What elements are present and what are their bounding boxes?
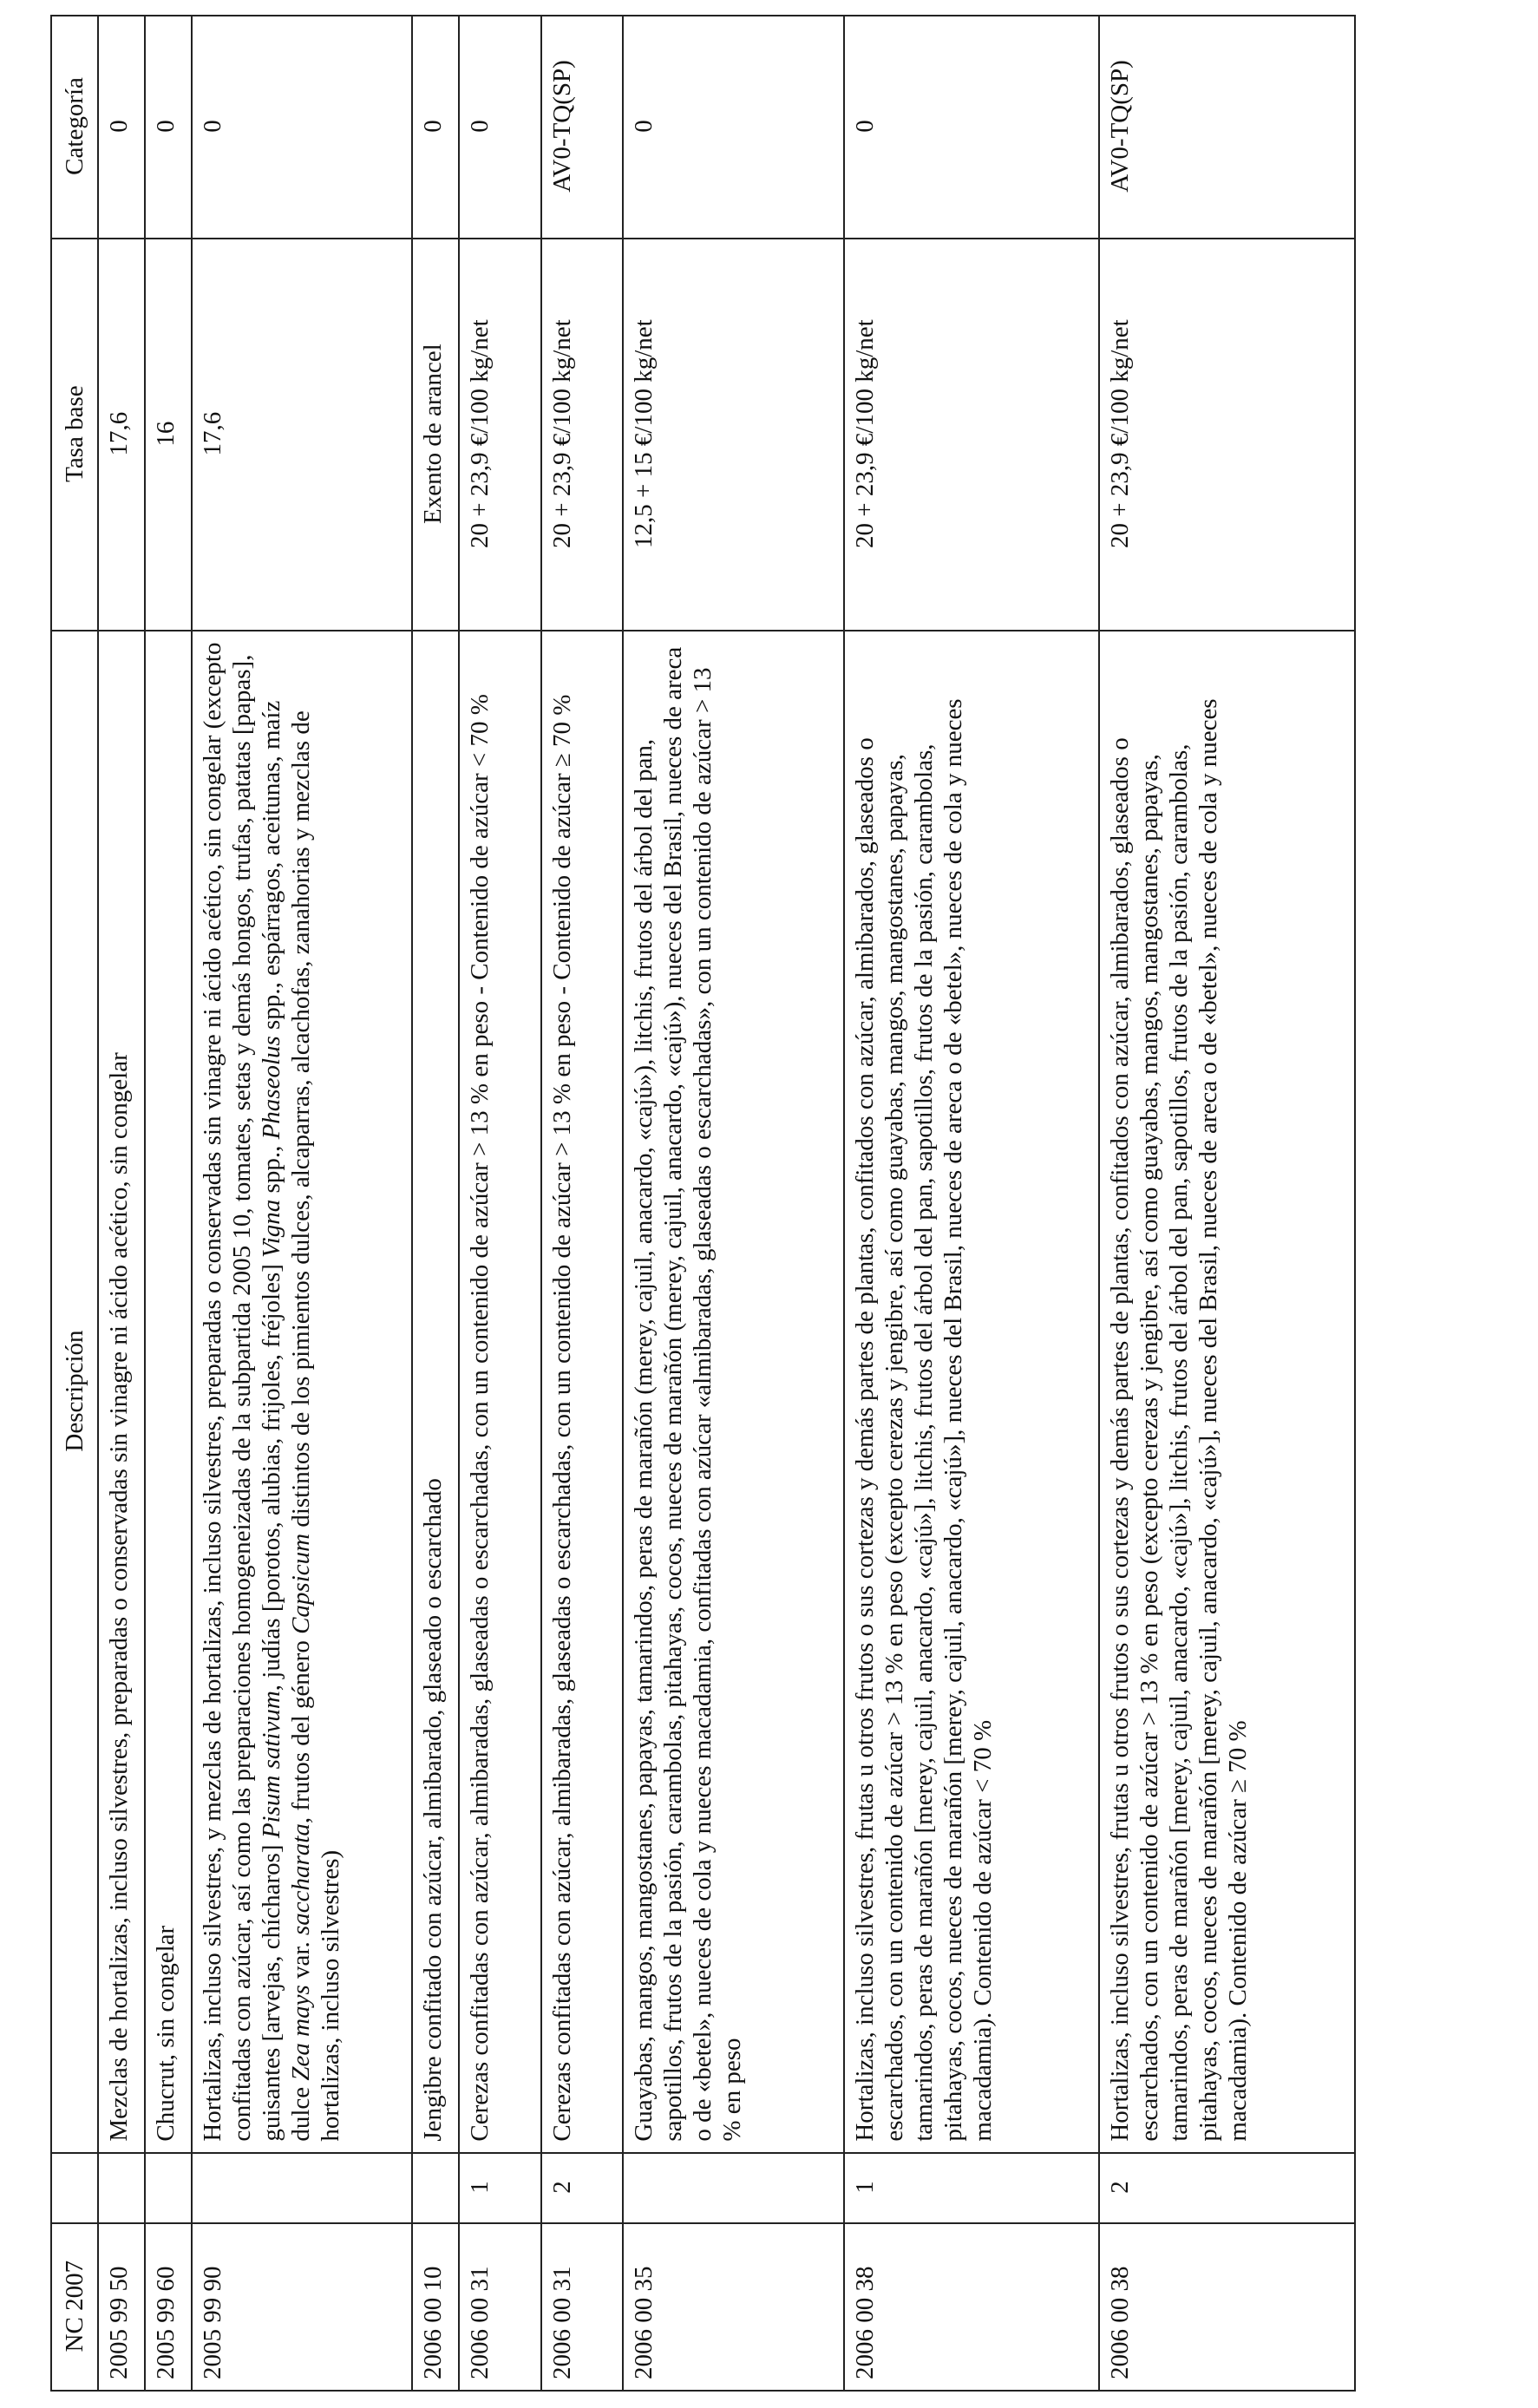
desc-text: spp., espárragos, aceitunas, maíz dulce bbox=[258, 700, 315, 2142]
cell-rate: 20 + 23,9 €/100 kg/net bbox=[541, 239, 624, 631]
cell-nc: 2006 00 31 bbox=[541, 2223, 624, 2391]
cell-rate: 17,6 bbox=[98, 239, 145, 631]
desc-species: saccharata bbox=[287, 1823, 315, 1936]
desc-text: var. bbox=[287, 1935, 315, 1986]
desc-species: Vigna bbox=[258, 1199, 285, 1258]
table-row bbox=[192, 16, 412, 2391]
rotated-table-container bbox=[50, 15, 1356, 2392]
cell-category: AV0-TQ(SP) bbox=[541, 16, 624, 239]
cell-sub bbox=[623, 2153, 843, 2224]
cell-nc: 2006 00 38 bbox=[844, 2223, 1100, 2391]
cell-nc: 2006 00 31 bbox=[459, 2223, 541, 2391]
cell-category: 0 bbox=[412, 16, 459, 239]
cell-category: AV0-TQ(SP) bbox=[1099, 16, 1355, 239]
table-row bbox=[623, 16, 843, 2391]
cell-category: 0 bbox=[98, 16, 145, 239]
cell-sub bbox=[145, 2153, 192, 2224]
header-rate: Tasa base bbox=[51, 239, 98, 631]
table-row bbox=[98, 16, 145, 2391]
cell-rate: Exento de arancel bbox=[412, 239, 459, 631]
cell-sub: 2 bbox=[1099, 2153, 1355, 2224]
cell-description: Cerezas confitadas con azúcar, almibaradas, glaseadas o escarchadas, con un contenido de azúcar > 13 % en peso - Contenido de azúcar < 70 % bbox=[459, 631, 541, 2152]
desc-text: Hortalizas, incluso silvestres, y mezclas de hortalizas, incluso silvestres, preparadas o conservadas sin vinagre ni ácido acético, sin congelar (excepto confitadas con azúcar, así como las preparaciones homogeneizadas de la subpartida 2005 10, tomates, setas y demás hongos, trufas, patatas [papas], guisantes [arvejas, chícharos] bbox=[199, 642, 285, 2142]
table-header-row bbox=[51, 16, 98, 2391]
header-category: Categoría bbox=[51, 16, 98, 239]
cell-description: Hortalizas, incluso silvestres, frutas u otros frutos o sus cortezas y demás partes de plantas, confitados con azúcar, almibarados, glaseados o escarchados, con un contenido de azúcar > 13 % en peso (excepto cerezas y jengibre, así como guayabas, mangos, mangostanes, papayas, tamarindos, peras de marañón [merey, cajuil, anacardo, «cajú»], litchis, frutos del árbol del pan, sapotillos, frutos de la pasión, carambolas, pitahayas, cocos, nueces de marañón [merey, cajuil, anacardo, «cajú»], nueces del Brasil, nueces de areca o de «betel», nueces de cola y nueces macadamia). Contenido de azúcar < 70 % bbox=[844, 631, 1100, 2152]
table-row bbox=[1099, 16, 1355, 2391]
cell-description: Guayabas, mangos, mangostanes, papayas, tamarindos, peras de marañón (merey, cajuil, anacardo, «cajú»), litchis, frutos del árbol del pan, sapotillos, frutos de la pasión, carambolas, pitahayas, cocos, nueces de marañón (merey, cajuil, anacardo, «cajú»), nueces del Brasil, nueces de areca o de «betel», nueces de cola y nueces macadamia, confitadas con azúcar «almibaradas, glaseadas o escarchadas», con un contenido de azúcar > 13 % en peso bbox=[623, 631, 843, 2152]
cell-nc: 2005 99 90 bbox=[192, 2223, 412, 2391]
desc-text: , judías [porotos, alubias, frijoles, fréjoles] bbox=[258, 1257, 285, 1691]
cell-nc: 2006 00 38 bbox=[1099, 2223, 1355, 2391]
cell-description: Mezclas de hortalizas, incluso silvestres, preparadas o conservadas sin vinagre ni ácido acético, sin congelar bbox=[98, 631, 145, 2152]
cell-nc: 2006 00 10 bbox=[412, 2223, 459, 2391]
cell-sub bbox=[412, 2153, 459, 2224]
cell-rate: 12,5 + 15 €/100 kg/net bbox=[623, 239, 843, 631]
cell-rate: 17,6 bbox=[192, 239, 412, 631]
cell-rate: 20 + 23,9 €/100 kg/net bbox=[844, 239, 1100, 631]
desc-species: Capsicum bbox=[287, 1533, 315, 1634]
header-nc: NC 2007 bbox=[51, 2223, 98, 2391]
cell-nc: 2005 99 50 bbox=[98, 2223, 145, 2391]
cell-sub: 1 bbox=[459, 2153, 541, 2224]
table-row bbox=[145, 16, 192, 2391]
header-description: Descripción bbox=[51, 631, 98, 2152]
cell-sub: 1 bbox=[844, 2153, 1100, 2224]
cell-rate: 16 bbox=[145, 239, 192, 631]
tariff-table bbox=[50, 15, 1356, 2392]
table-row bbox=[844, 16, 1100, 2391]
cell-rate: 20 + 23,9 €/100 kg/net bbox=[459, 239, 541, 631]
cell-nc: 2006 00 35 bbox=[623, 2223, 843, 2391]
cell-sub: 2 bbox=[541, 2153, 624, 2224]
desc-text: , frutos del género bbox=[287, 1633, 315, 1824]
desc-species: Phaseolus bbox=[258, 1036, 285, 1140]
cell-category: 0 bbox=[623, 16, 843, 239]
desc-text: spp., bbox=[258, 1139, 285, 1200]
cell-description bbox=[192, 631, 412, 2152]
cell-sub bbox=[192, 2153, 412, 2224]
cell-description: Jengibre confitado con azúcar, almibarado, glaseado o escarchado bbox=[412, 631, 459, 2152]
cell-category: 0 bbox=[145, 16, 192, 239]
cell-description: Hortalizas, incluso silvestres, frutas u otros frutos o sus cortezas y demás partes de plantas, confitados con azúcar, almibarados, glaseados o escarchados, con un contenido de azúcar > 13 % en peso (excepto cerezas y jengibre, así como guayabas, mangos, mangostanes, papayas, tamarindos, peras de marañón [merey, cajuil, anacardo, «cajú»], litchis, frutos del árbol del pan, sapotillos, frutos de la pasión, carambolas, pitahayas, cocos, nueces de marañón [merey, cajuil, anacardo, «cajú»], nueces del Brasil, nueces de areca o de «betel», nueces de cola y nueces macadamia). Contenido de azúcar ≥ 70 % bbox=[1099, 631, 1355, 2152]
cell-category: 0 bbox=[844, 16, 1100, 239]
desc-species: Zea mays bbox=[287, 1985, 315, 2081]
desc-text: distintos de los pimientos dulces, alcaparras, alcachofas, zanahorias y mezclas de hortalizas, incluso silvestres) bbox=[287, 710, 344, 2142]
cell-rate: 20 + 23,9 €/100 kg/net bbox=[1099, 239, 1355, 631]
cell-description: Cerezas confitadas con azúcar, almibaradas, glaseadas o escarchadas, con un contenido de azúcar > 13 % en peso - Contenido de azúcar ≥ 70 % bbox=[541, 631, 624, 2152]
cell-description: Chucrut, sin congelar bbox=[145, 631, 192, 2152]
cell-nc: 2005 99 60 bbox=[145, 2223, 192, 2391]
cell-category: 0 bbox=[192, 16, 412, 239]
cell-sub bbox=[98, 2153, 145, 2224]
table-row bbox=[459, 16, 541, 2391]
cell-category: 0 bbox=[459, 16, 541, 239]
header-sub bbox=[51, 2153, 98, 2224]
table-row bbox=[412, 16, 459, 2391]
desc-species: Pisum sativum bbox=[258, 1691, 285, 1839]
table-row bbox=[541, 16, 624, 2391]
